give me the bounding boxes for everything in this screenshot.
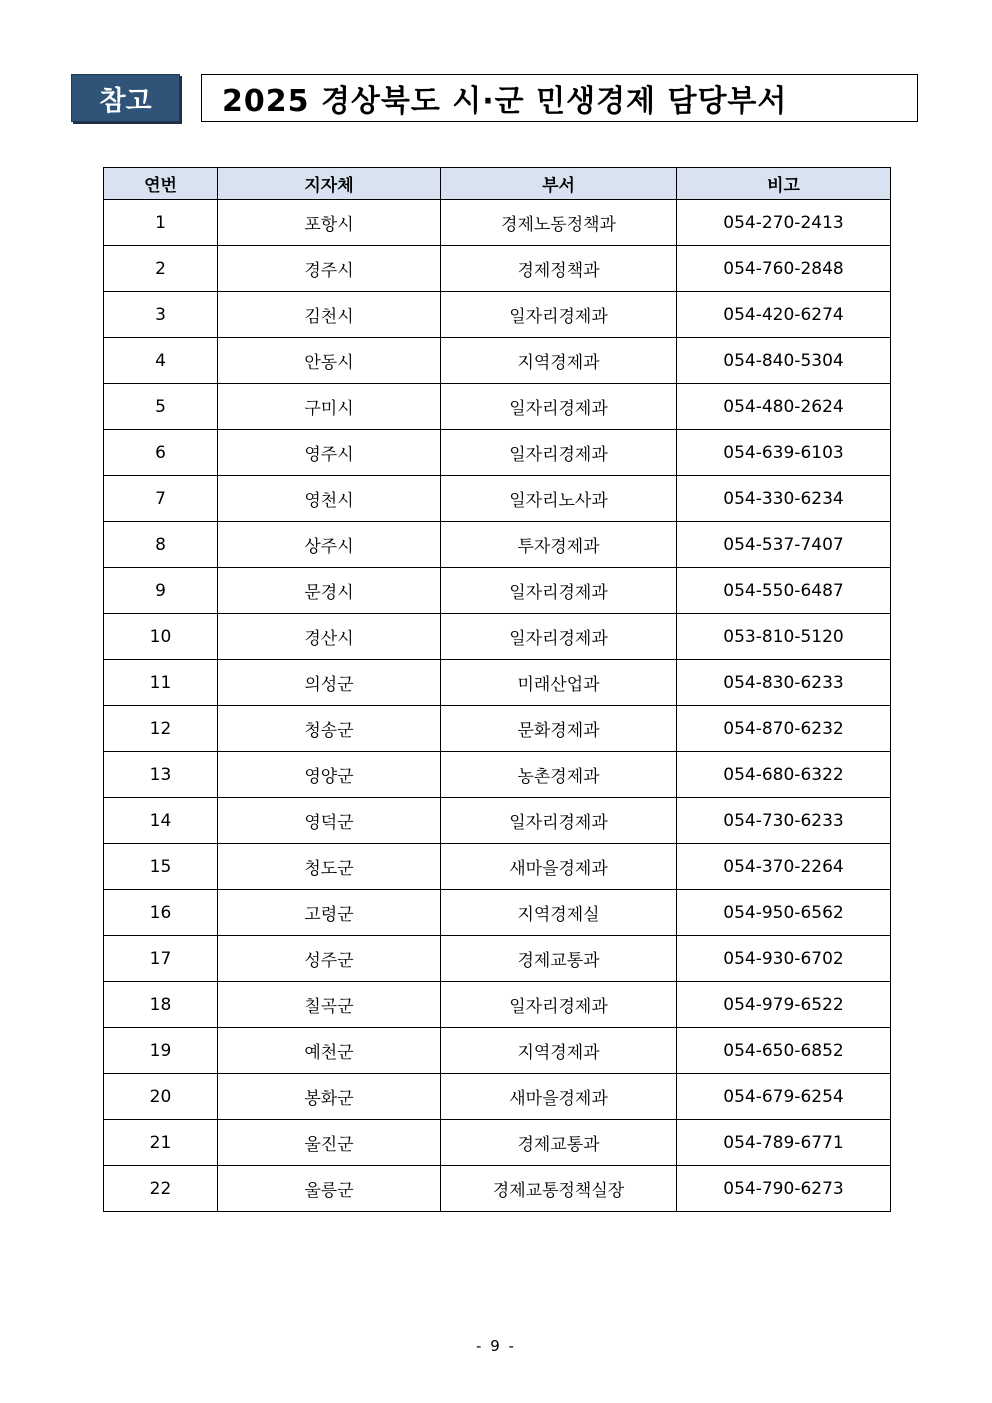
cell-department: 지역경제실 — [441, 890, 677, 936]
page-header — [71, 74, 918, 122]
table-row — [104, 614, 891, 660]
cell-department: 일자리경제과 — [441, 292, 677, 338]
cell-municipality: 고령군 — [218, 890, 441, 936]
cell-number: 14 — [104, 798, 218, 844]
cell-phone: 054-650-6852 — [677, 1028, 891, 1074]
cell-number: 17 — [104, 936, 218, 982]
cell-phone: 054-639-6103 — [677, 430, 891, 476]
cell-department: 경제교통정책실장 — [441, 1166, 677, 1212]
cell-municipality: 포항시 — [218, 200, 441, 246]
cell-municipality: 성주군 — [218, 936, 441, 982]
cell-phone: 054-679-6254 — [677, 1074, 891, 1120]
cell-municipality: 칠곡군 — [218, 982, 441, 1028]
cell-phone: 054-550-6487 — [677, 568, 891, 614]
cell-municipality: 봉화군 — [218, 1074, 441, 1120]
cell-municipality: 안동시 — [218, 338, 441, 384]
cell-phone: 054-730-6233 — [677, 798, 891, 844]
cell-number: 6 — [104, 430, 218, 476]
cell-number: 4 — [104, 338, 218, 384]
cell-phone: 054-370-2264 — [677, 844, 891, 890]
department-table — [103, 167, 891, 1212]
cell-municipality: 문경시 — [218, 568, 441, 614]
cell-number: 19 — [104, 1028, 218, 1074]
table-row — [104, 338, 891, 384]
column-header-note: 비고 — [677, 168, 891, 200]
table-row — [104, 476, 891, 522]
table-row — [104, 706, 891, 752]
cell-number: 13 — [104, 752, 218, 798]
table-row — [104, 1074, 891, 1120]
cell-department: 지역경제과 — [441, 1028, 677, 1074]
cell-municipality: 김천시 — [218, 292, 441, 338]
table-row — [104, 1028, 891, 1074]
cell-number: 16 — [104, 890, 218, 936]
column-header-number: 연번 — [104, 168, 218, 200]
table-row — [104, 1166, 891, 1212]
table-row — [104, 982, 891, 1028]
cell-municipality: 청송군 — [218, 706, 441, 752]
table-row — [104, 752, 891, 798]
cell-department: 일자리경제과 — [441, 982, 677, 1028]
title-box — [201, 74, 918, 122]
cell-phone: 054-930-6702 — [677, 936, 891, 982]
cell-municipality: 영양군 — [218, 752, 441, 798]
cell-department: 투자경제과 — [441, 522, 677, 568]
column-header-municipality: 지자체 — [218, 168, 441, 200]
table-row — [104, 890, 891, 936]
cell-number: 2 — [104, 246, 218, 292]
cell-municipality: 영덕군 — [218, 798, 441, 844]
cell-number: 12 — [104, 706, 218, 752]
page-number: - 9 - — [476, 1337, 516, 1355]
table-row — [104, 798, 891, 844]
cell-department: 경제교통과 — [441, 936, 677, 982]
cell-department: 일자리노사과 — [441, 476, 677, 522]
cell-municipality: 경산시 — [218, 614, 441, 660]
cell-phone: 054-789-6771 — [677, 1120, 891, 1166]
cell-number: 1 — [104, 200, 218, 246]
cell-phone: 054-420-6274 — [677, 292, 891, 338]
cell-number: 10 — [104, 614, 218, 660]
page-title: 2025 경상북도 시·군 민생경제 담당부서 — [222, 84, 788, 119]
cell-phone: 054-950-6562 — [677, 890, 891, 936]
cell-number: 8 — [104, 522, 218, 568]
cell-department: 일자리경제과 — [441, 568, 677, 614]
cell-phone: 054-330-6234 — [677, 476, 891, 522]
cell-phone: 054-680-6322 — [677, 752, 891, 798]
cell-department: 새마을경제과 — [441, 844, 677, 890]
cell-phone: 054-830-6233 — [677, 660, 891, 706]
table-row — [104, 844, 891, 890]
cell-phone: 054-480-2624 — [677, 384, 891, 430]
cell-department: 미래산업과 — [441, 660, 677, 706]
cell-department: 지역경제과 — [441, 338, 677, 384]
table-row — [104, 522, 891, 568]
cell-number: 9 — [104, 568, 218, 614]
cell-department: 일자리경제과 — [441, 798, 677, 844]
cell-department: 경제교통과 — [441, 1120, 677, 1166]
cell-phone: 054-270-2413 — [677, 200, 891, 246]
table-header-row — [104, 168, 891, 200]
cell-phone: 053-810-5120 — [677, 614, 891, 660]
cell-municipality: 영주시 — [218, 430, 441, 476]
column-header-department: 부서 — [441, 168, 677, 200]
table-row — [104, 292, 891, 338]
table-row — [104, 660, 891, 706]
cell-municipality: 울릉군 — [218, 1166, 441, 1212]
table-row — [104, 246, 891, 292]
cell-municipality: 울진군 — [218, 1120, 441, 1166]
table-row — [104, 568, 891, 614]
cell-department: 경제정책과 — [441, 246, 677, 292]
reference-badge: 참고 — [71, 74, 180, 122]
cell-department: 경제노동정책과 — [441, 200, 677, 246]
table-row — [104, 384, 891, 430]
table-row — [104, 936, 891, 982]
cell-phone: 054-760-2848 — [677, 246, 891, 292]
cell-municipality: 경주시 — [218, 246, 441, 292]
cell-department: 농촌경제과 — [441, 752, 677, 798]
cell-municipality: 구미시 — [218, 384, 441, 430]
table-row — [104, 1120, 891, 1166]
cell-municipality: 청도군 — [218, 844, 441, 890]
cell-phone: 054-537-7407 — [677, 522, 891, 568]
cell-phone: 054-979-6522 — [677, 982, 891, 1028]
cell-number: 3 — [104, 292, 218, 338]
cell-municipality: 영천시 — [218, 476, 441, 522]
cell-number: 15 — [104, 844, 218, 890]
cell-number: 22 — [104, 1166, 218, 1212]
table-row — [104, 200, 891, 246]
cell-department: 일자리경제과 — [441, 384, 677, 430]
cell-number: 21 — [104, 1120, 218, 1166]
cell-municipality: 의성군 — [218, 660, 441, 706]
cell-department: 문화경제과 — [441, 706, 677, 752]
cell-municipality: 예천군 — [218, 1028, 441, 1074]
cell-phone: 054-840-5304 — [677, 338, 891, 384]
cell-department: 일자리경제과 — [441, 614, 677, 660]
cell-number: 18 — [104, 982, 218, 1028]
cell-number: 7 — [104, 476, 218, 522]
cell-phone: 054-790-6273 — [677, 1166, 891, 1212]
cell-municipality: 상주시 — [218, 522, 441, 568]
cell-number: 20 — [104, 1074, 218, 1120]
cell-number: 11 — [104, 660, 218, 706]
cell-department: 새마을경제과 — [441, 1074, 677, 1120]
cell-department: 일자리경제과 — [441, 430, 677, 476]
table-body — [104, 200, 891, 1212]
table-row — [104, 430, 891, 476]
cell-number: 5 — [104, 384, 218, 430]
cell-phone: 054-870-6232 — [677, 706, 891, 752]
